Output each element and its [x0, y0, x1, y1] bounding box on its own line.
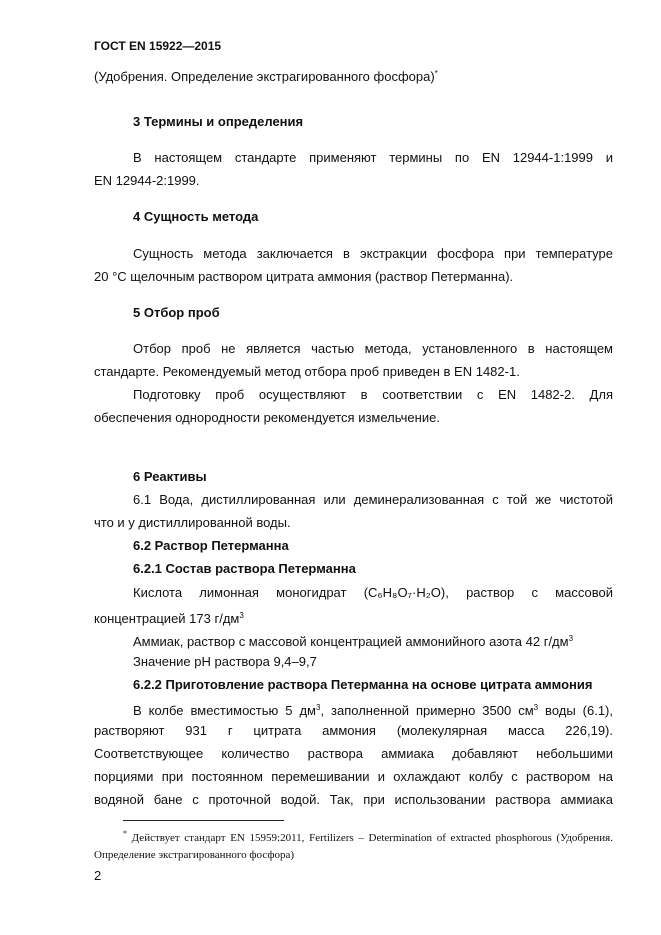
- citric-acid-formula: (C₆H₈O₇·H₂O),: [363, 585, 449, 600]
- section-3-line-2: EN 12944-2:1999.: [94, 173, 200, 188]
- footnote-mark: *: [123, 829, 127, 838]
- section-5-line-3: Подготовку проб осуществляют в соответствии с EN 1482-2. Для: [133, 387, 613, 402]
- title-continuation: [94, 66, 613, 85]
- section-5-line-1: Отбор проб не является частью метода, установленного в настоящем: [133, 341, 613, 356]
- section-3-line-1: В настоящем стандарте применяют термины по EN 12944-1:1999 и: [133, 150, 613, 165]
- ammonia-line: [133, 631, 613, 650]
- cubic-superscript: 3: [239, 611, 244, 620]
- ammonia-text: Аммиак, раствор с массовой концентрацией аммонийного азота 42 г/дм: [133, 634, 569, 649]
- footnote-line-1: [123, 827, 613, 845]
- item-6-1-line-1: 6.1 Вода, дистиллированная или деминерализованная с той же чистотой: [133, 492, 613, 507]
- page-number: 2: [94, 868, 102, 883]
- citric-acid-solution: раствор с массовой: [466, 585, 613, 600]
- citric-acid-concentration: концентрацией 173 г/дм: [94, 611, 240, 626]
- section-4-heading: 4 Сущность метода: [133, 209, 259, 224]
- title-continuation-text: (Удобрения. Определение экстрагированного фосфора): [94, 69, 435, 84]
- footnote-text-1: Действует стандарт EN 15959:2011, Fertilizers – Determination of extracted phosphorous (Удобрения.: [131, 832, 613, 844]
- section-6-heading: 6 Реактивы: [133, 469, 207, 484]
- section-3-heading: 3 Термины и определения: [133, 114, 304, 129]
- item-6-1-line-2: что и у дистиллированной воды.: [94, 515, 291, 530]
- citric-acid-name: Кислота лимонная моногидрат: [133, 585, 347, 600]
- ph-line: Значение pH раствора 9,4–9,7: [133, 654, 317, 669]
- item-6-2-2-line-2: растворяют 931 г цитрата аммония (молекулярная масса 226,19).: [94, 723, 613, 738]
- section-5-line-4: обеспечения однородности рекомендуется измельчение.: [94, 410, 440, 425]
- section-5-heading: 5 Отбор проб: [133, 305, 220, 320]
- citric-acid-line-2: [94, 608, 613, 627]
- section-4-line-1: Сущность метода заключается в экстракции фосфора при температуре: [133, 246, 613, 261]
- cubic-superscript: 3: [315, 703, 321, 712]
- section-5-line-2: стандарте. Рекомендуемый метод отбора проб приведен в EN 1482-1.: [94, 364, 520, 379]
- footnote-reference: *: [434, 69, 438, 78]
- item-6-2-2-line-4: порциями при постоянном перемешивании и охлаждают колбу с раствором на: [94, 769, 613, 784]
- item-6-2-1-heading: 6.2.1 Состав раствора Петерманна: [133, 561, 356, 576]
- item-6-2-heading: 6.2 Раствор Петерманна: [133, 538, 289, 553]
- water-reference-text: воды (6.1),: [538, 703, 614, 718]
- item-6-2-2-line-3: Соответствующее количество раствора аммиака добавляют небольшими: [94, 746, 613, 761]
- item-6-2-2-heading: 6.2.2 Приготовление раствора Петерманна на основе цитрата аммония: [133, 677, 593, 692]
- footnote-separator: [123, 820, 284, 821]
- cubic-superscript: 3: [533, 703, 539, 712]
- footnote-line-2: Определение экстрагированного фосфора): [94, 849, 295, 861]
- section-4-line-2: 20 °С щелочным раствором цитрата аммония (раствор Петерманна).: [94, 269, 514, 284]
- flask-volume-text: В колбе вместимостью 5 дм: [133, 703, 316, 718]
- item-6-2-2-line-5: водяной бане с проточной водой. Так, при использовании раствора аммиака: [94, 792, 613, 807]
- citric-acid-line-1: [133, 585, 613, 601]
- standard-designation: ГОСТ EN 15922—2015: [94, 39, 222, 53]
- water-volume-text: , заполненной примерно 3500 см: [320, 703, 534, 718]
- cubic-superscript: 3: [568, 634, 574, 643]
- item-6-2-2-line-1: [133, 700, 613, 719]
